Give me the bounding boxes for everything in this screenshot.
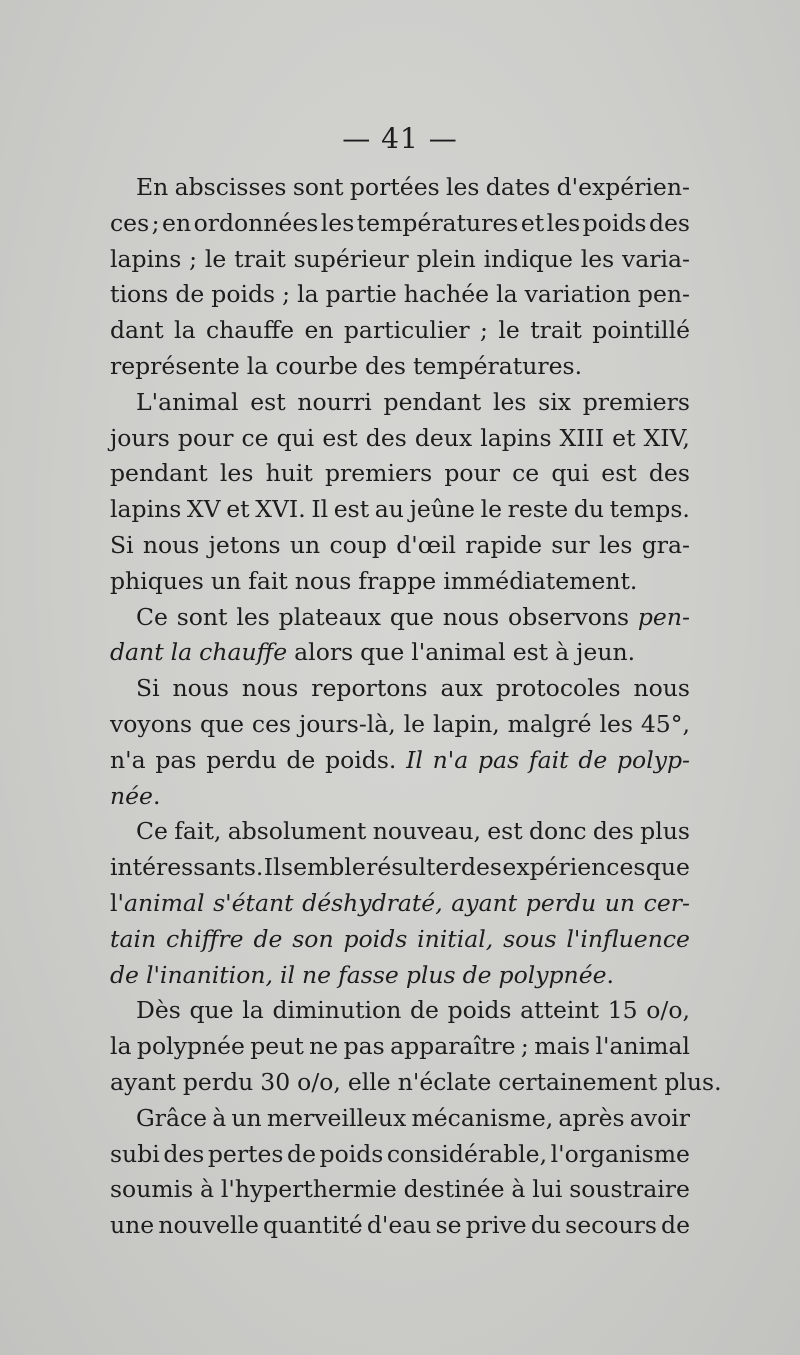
text-line: l'animal s'étant déshydraté, ayant perdu un cer- xyxy=(110,888,690,917)
page-number: — 41 — xyxy=(342,122,458,155)
text-line: jours pour ce qui est des deux lapins XIII et XIV, xyxy=(110,423,690,452)
body-text xyxy=(110,170,722,1244)
text-line: Ce fait, absolument nouveau, est donc des plus xyxy=(136,817,690,846)
text-line: pendant les huit premiers pour ce qui est des xyxy=(110,459,690,488)
text-line: de l'inanition, il ne fasse plus de polypnée. xyxy=(110,960,614,989)
text-line: lapins XV et XVI. Il est au jeûne le reste du temps. xyxy=(110,495,690,524)
text-line: soumis à l'hyperthermie destinée à lui soustraire xyxy=(110,1175,690,1204)
text-line: En abscisses sont portées les dates d'expérien- xyxy=(136,173,690,201)
text-line: ces ; en ordonnées les températures et les poids des xyxy=(110,208,690,237)
text-line: n'a pas perdu de poids. Il n'a pas fait de polyp- xyxy=(110,745,690,774)
text-line: Grâce à un merveilleux mécanisme, après avoir xyxy=(136,1103,690,1132)
text-line: dant la chauffe en particulier ; le trait pointillé xyxy=(110,316,690,345)
text-line: dant la chauffe alors que l'animal est à jeun. xyxy=(110,638,636,667)
text-line: L'animal est nourri pendant les six premiers xyxy=(136,387,690,416)
text-line: une nouvelle quantité d'eau se prive du secours de xyxy=(110,1211,690,1240)
text-line: tions de poids ; la partie hachée la variation pen- xyxy=(110,280,690,309)
text-line: Si nous jetons un coup d'œil rapide sur les gra- xyxy=(110,530,690,559)
text-line: la polypnée peut ne pas apparaître ; mais l'animal xyxy=(110,1032,690,1061)
text-line: née. xyxy=(110,781,161,810)
text-line: tain chiffre de son poids initial, sous l'influence xyxy=(110,924,690,953)
text-line: lapins ; le trait supérieur plein indique les varia- xyxy=(110,244,690,273)
text-line: Si nous nous reportons aux protocoles nous xyxy=(136,674,690,703)
text-line: Ce sont les plateaux que nous observons pen- xyxy=(136,602,690,631)
text-line: phiques un fait nous frappe immédiatement. xyxy=(110,566,638,595)
text-line: intéressants. Il semble résulter des expériences que xyxy=(110,853,690,882)
text-line: ayant perdu 30 o/o, elle n'éclate certainement plus. xyxy=(110,1067,722,1096)
text-line: Dès que la diminution de poids atteint 15 o/o, xyxy=(136,996,690,1025)
text-line: voyons que ces jours-là, le lapin, malgré les 45°, xyxy=(110,709,690,738)
text-line: représente la courbe des températures. xyxy=(110,351,583,380)
text-line: subi des pertes de poids considérable, l'organisme xyxy=(110,1139,690,1168)
